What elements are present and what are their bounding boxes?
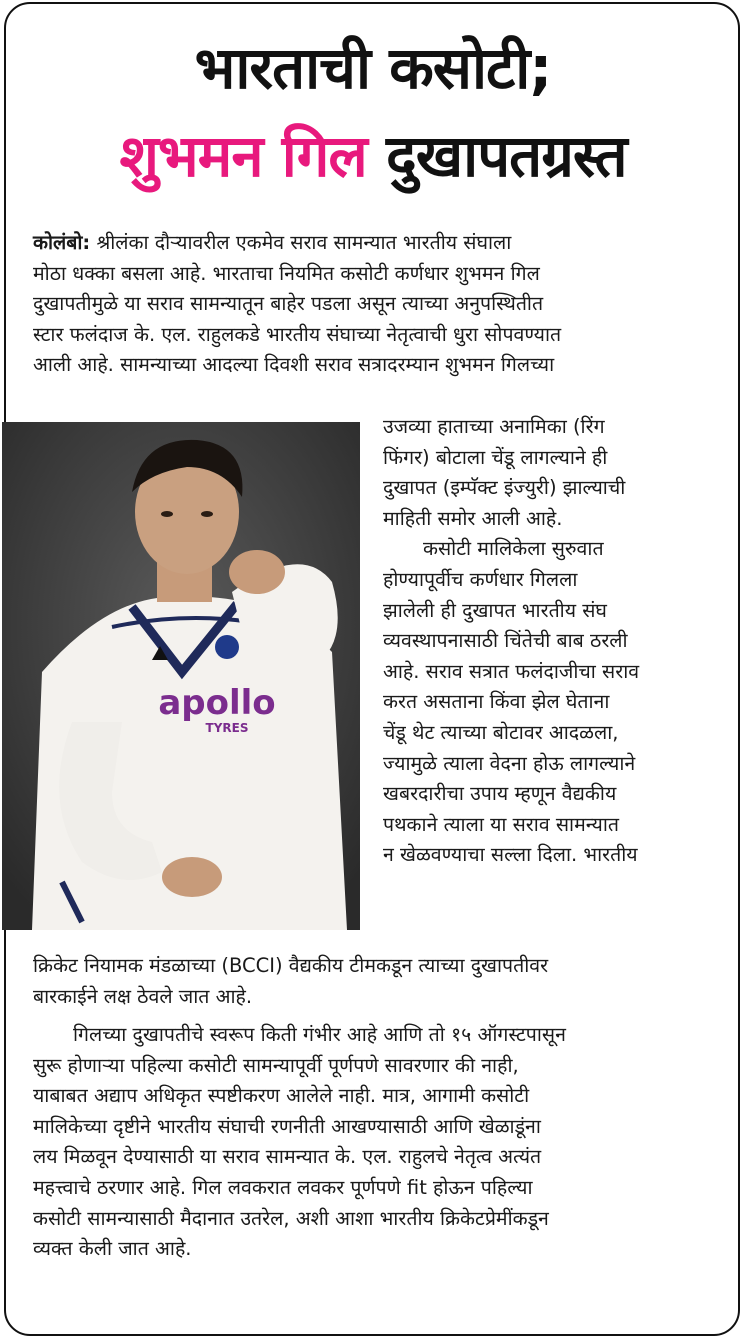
text-line: मालिकेच्या दृष्टीने भारतीय संघाची रणनीती आखण्यासाठी आणि खेळाडूंना [33,1114,541,1138]
text-line: दुखापत (इम्पॅक्ट इंज्युरी) झाल्याची [383,476,626,500]
text-line: आहे. सराव सत्रात फलंदाजीचा सराव [383,659,640,683]
article-paragraph-1 [33,228,716,381]
text-line: खबरदारीचा उपाय म्हणून वैद्यकीय [383,782,617,806]
text-line: स्टार फलंदाज के. एल. राहुलकडे भारतीय संघाच्या नेतृत्वाची धुरा सोपवण्यात [33,322,562,346]
text-line: पथकाने त्याला या सराव सामन्यात [383,812,619,836]
text-line: होण्यापूर्वीच कर्णधार गिलला [383,567,578,591]
headline-rest: दुखापतग्रस्त [385,122,627,190]
text-line: उजव्या हाताच्या अनामिका (रिंग [383,415,605,438]
text-line: लय मिळवून देण्यासाठी या सराव सामन्यात के. एल. राहुलचे नेतृत्व अत्यंत [33,1145,542,1169]
text-line: व्यक्त केली जात आहे. [33,1237,192,1261]
dateline: कोलंबो: [33,231,91,254]
text-line: कसोटी मालिकेला सुरुवात [423,537,604,561]
text-line: ज्यामुळे त्याला वेदना होऊ लागल्याने [383,751,636,775]
side-column-text [383,412,716,871]
text-line: याबाबत अद्याप अधिकृत स्पष्टीकरण आलेले नाही. मात्र, आगामी कसोटी [33,1084,530,1108]
player-photo [2,422,360,930]
text-line: सुरू होणाऱ्या पहिल्या कसोटी सामन्यापूर्वी पूर्णपणे सावरणार की नाही, [33,1053,519,1077]
text-line: कोलंबो: श्रीलंका दौऱ्यावरील एकमेव सराव सामन्यात भारतीय संघाला [33,231,512,254]
jersey-brand: apollo [158,683,276,723]
headline-line-2 [0,110,746,202]
headline-highlight: शुभमन गिल [119,122,367,190]
text-line: महत्त्वाचे ठरणार आहे. गिल लवकरात लवकर पूर्णपणे fit होऊन पहिल्या [33,1175,533,1199]
text-line: व्यवस्थापनासाठी चिंतेची बाब ठरली [383,629,628,653]
text-line: माहिती समोर आली आहे. [383,506,563,530]
text-line: मोठा धक्का बसला आहे. भारताचा नियमित कसोटी कर्णधार शुभमन गिल [33,261,540,285]
text-line: गिलच्या दुखापतीचे स्वरूप किती गंभीर आहे आणि तो १५ ऑगस्टपासून [73,1023,566,1046]
text-line: झालेली ही दुखापत भारतीय संघ [383,598,607,622]
text-line: करत असताना किंवा झेल घेताना [383,690,610,714]
text-line: फिंगर) बोटाला चेंडू लागल्याने ही [383,445,608,469]
text-line: चेंडू थेट त्याच्या बोटावर आदळला, [383,720,619,744]
headline-line-1: भारताची कसोटी; [194,34,552,102]
jersey-brand-sub: TYRES [205,721,249,735]
text-line: कसोटी सामन्यासाठी मैदानात उतरेल, अशी आशा भारतीय क्रिकेटप्रेमींकडून [33,1206,549,1230]
player-illustration [2,422,360,930]
text-line: न खेळवण्याचा सल्ला दिला. भारतीय [383,843,638,867]
text-line: आली आहे. सामन्याच्या आदल्या दिवशी सराव सत्रादरम्यान शुभमन गिलच्या [33,353,555,377]
article-paragraph-2 [33,951,716,1012]
text-line: दुखापतीमुळे या सराव सामन्यातून बाहेर पडला असून त्याच्या अनुपस्थितीत [33,292,544,316]
text-line: बारकाईने लक्ष ठेवले जात आहे. [33,984,253,1008]
article-paragraph-3 [33,1020,716,1265]
text-line: क्रिकेट नियामक मंडळाच्या (BCCI) वैद्यकीय टीमकडून त्याच्या दुखापतीवर [33,954,549,977]
